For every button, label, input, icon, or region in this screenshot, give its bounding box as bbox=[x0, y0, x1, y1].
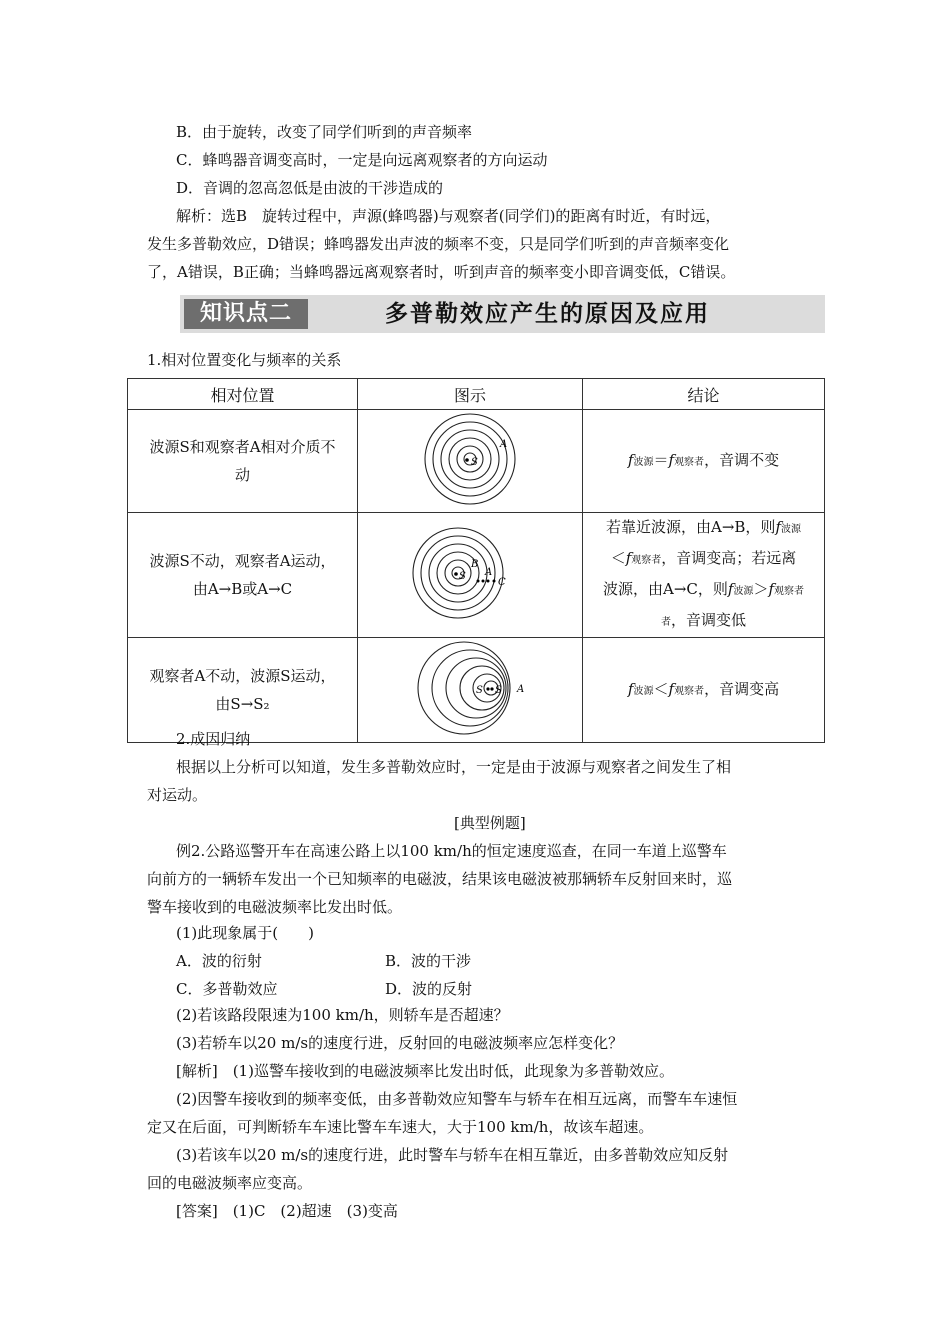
section-title: 多普勒效应产生的原因及应用 bbox=[385, 301, 710, 327]
figure-cell bbox=[358, 513, 583, 638]
sub-question-2: (2)若该路段限速为100 km/h，则轿车是否超速？ bbox=[176, 1006, 509, 1024]
header-figure: 图示 bbox=[358, 379, 583, 410]
position-text: 由A→B或A→C bbox=[192, 580, 293, 598]
solution-1: [解析] (1)巡警车接收到的电磁波频率比发出时低，此现象为多普勒效应。 bbox=[176, 1062, 674, 1080]
option-c: C．蜂鸣器音调变高时，一定是向远离观察者的方向运动 bbox=[176, 151, 548, 169]
choice-d: D．波的反射 bbox=[385, 980, 473, 998]
freq-symbol: f bbox=[768, 580, 775, 598]
solution-2b: 定又在后面，可判断轿车车速比警车车速大，大于100 km/h，故该车超速。 bbox=[147, 1118, 654, 1136]
sub-question-1: (1)此现象属于( ) bbox=[176, 924, 314, 942]
choice-a: A．波的衍射 bbox=[176, 952, 262, 970]
figure-cell bbox=[358, 638, 583, 743]
freq-symbol: f bbox=[627, 450, 634, 469]
source-s2-label: S bbox=[495, 685, 502, 696]
position-text: 由S→S₂ bbox=[215, 695, 270, 713]
analysis-line-1: 解析：选B 旋转过程中，声源(蜂鸣器)与观察者(同学们)的距离有时近，有时远， bbox=[176, 207, 721, 225]
option-b: B．由于旋转，改变了同学们听到的声音频率 bbox=[176, 123, 473, 141]
question-line-1: 例2.公路巡警开车在高速公路上以100 km/h的恒定速度巡查，在同一车道上巡警车 bbox=[176, 842, 727, 860]
example-label: [典型例题] bbox=[454, 814, 526, 832]
subscript-observer: 观察者 bbox=[774, 586, 805, 597]
point-b-label: B bbox=[471, 559, 479, 570]
analysis-line-3: 了，A错误，B正确；当蜂鸣器远离观察者时，听到声音的频率变小即音调变低，C错误。 bbox=[147, 263, 736, 281]
table-row bbox=[128, 513, 825, 638]
choice-c: C．多普勒效应 bbox=[176, 980, 278, 998]
position-text: 波源S和观察者A相对介质不 bbox=[149, 438, 336, 456]
solution-3a: (3)若该车以20 m/s的速度行进，此时警车与轿车在相互靠近，由多普勒效应知反射 bbox=[176, 1146, 729, 1164]
conclusion-text: 波源，由A→C，则 bbox=[602, 580, 728, 598]
position-text: 波源S不动，观察者A运动， bbox=[149, 552, 336, 570]
position-text: 观察者A不动，波源S运动， bbox=[149, 667, 336, 685]
operator: ＜ bbox=[610, 549, 626, 567]
freq-symbol: f bbox=[625, 549, 632, 567]
question-line-2: 向前方的一辆轿车发出一个已知频率的电磁波，结果该电磁波被那辆轿车反射回来时，巡 bbox=[147, 870, 733, 888]
subscript-observer: 观察者 bbox=[631, 555, 662, 566]
answer: [答案] (1)C (2)超速 (3)变高 bbox=[176, 1202, 398, 1220]
solution-3b: 回的电磁波频率应变高。 bbox=[147, 1174, 313, 1192]
solution-2a: (2)因警车接收到的频率变低，由多普勒效应知警车与轿车在相互远离，而警车车速恒 bbox=[176, 1090, 738, 1108]
option-d: D．音调的忽高忽低是由波的干涉造成的 bbox=[176, 179, 444, 197]
source-dot bbox=[465, 458, 469, 462]
subscript-source: 波源 bbox=[781, 524, 801, 535]
figure-cell bbox=[358, 410, 583, 513]
freq-symbol: f bbox=[727, 580, 734, 598]
conclusion-text: ，音调变高 bbox=[704, 679, 780, 698]
position-cell bbox=[128, 638, 358, 743]
conclusion-text: ，音调变低 bbox=[670, 611, 746, 629]
conclusion-text: ，音调变高；若远离 bbox=[661, 549, 797, 567]
section-tag: 知识点二 bbox=[184, 299, 308, 329]
analysis-line-2: 发生多普勒效应，D错误；蜂鸣器发出声波的频率不变，只是同学们听到的声音频率变化 bbox=[147, 235, 730, 253]
subscript-observer: 观察者 bbox=[674, 456, 705, 468]
conclusion-text: 若靠近波源，由A→B，则 bbox=[606, 518, 776, 536]
table-title: 1.相对位置变化与频率的关系 bbox=[147, 351, 342, 369]
section-header bbox=[180, 295, 825, 333]
header-conclusion: 结论 bbox=[583, 379, 825, 410]
subscript-source: 波源 bbox=[633, 685, 654, 697]
source-label: S bbox=[476, 685, 483, 696]
freq-symbol: f bbox=[668, 450, 675, 469]
observer-label: A bbox=[517, 684, 525, 695]
position-text: 动 bbox=[234, 466, 250, 484]
operator: ＝ bbox=[653, 450, 669, 469]
conclusion-text: ，音调不变 bbox=[704, 450, 780, 469]
relation-table bbox=[127, 378, 825, 743]
stationary-waves-figure bbox=[415, 410, 525, 508]
operator: ＞ bbox=[753, 580, 769, 598]
subscript-observer-tail: 者 bbox=[660, 617, 671, 628]
freq-symbol: f bbox=[668, 679, 675, 698]
position-cell bbox=[128, 410, 358, 513]
point-c-label: C bbox=[498, 577, 506, 588]
cause-heading: 2.成因归纳 bbox=[176, 730, 251, 748]
conclusion-cell bbox=[583, 513, 825, 638]
source-label: S bbox=[471, 457, 478, 468]
cause-line-1: 根据以上分析可以知道，发生多普勒效应时，一定是由于波源与观察者之间发生了相 bbox=[176, 758, 732, 776]
table-header-row bbox=[128, 379, 825, 410]
source-label: S bbox=[459, 571, 466, 582]
freq-symbol: f bbox=[775, 518, 781, 536]
freq-symbol: f bbox=[627, 679, 634, 698]
table-row bbox=[128, 638, 825, 743]
moving-observer-figure bbox=[410, 524, 530, 622]
table-row bbox=[128, 410, 825, 513]
sub-question-3: (3)若轿车以20 m/s的速度行进，反射回的电磁波频率应怎样变化？ bbox=[176, 1034, 624, 1052]
question-line-3: 警车接收到的电磁波频率比发出时低。 bbox=[147, 898, 403, 916]
conclusion-cell bbox=[583, 638, 825, 743]
operator: ＜ bbox=[653, 679, 669, 698]
moving-source-figure bbox=[410, 638, 530, 738]
observer-label: A bbox=[485, 567, 493, 578]
observer-label: A bbox=[500, 439, 508, 450]
subscript-source: 波源 bbox=[633, 456, 654, 468]
subscript-source: 波源 bbox=[733, 586, 754, 597]
cause-line-2: 对运动。 bbox=[147, 786, 208, 804]
position-cell bbox=[128, 513, 358, 638]
subscript-observer: 观察者 bbox=[674, 685, 705, 697]
header-position: 相对位置 bbox=[128, 379, 358, 410]
choice-b: B．波的干涉 bbox=[385, 952, 472, 970]
conclusion-cell bbox=[583, 410, 825, 513]
